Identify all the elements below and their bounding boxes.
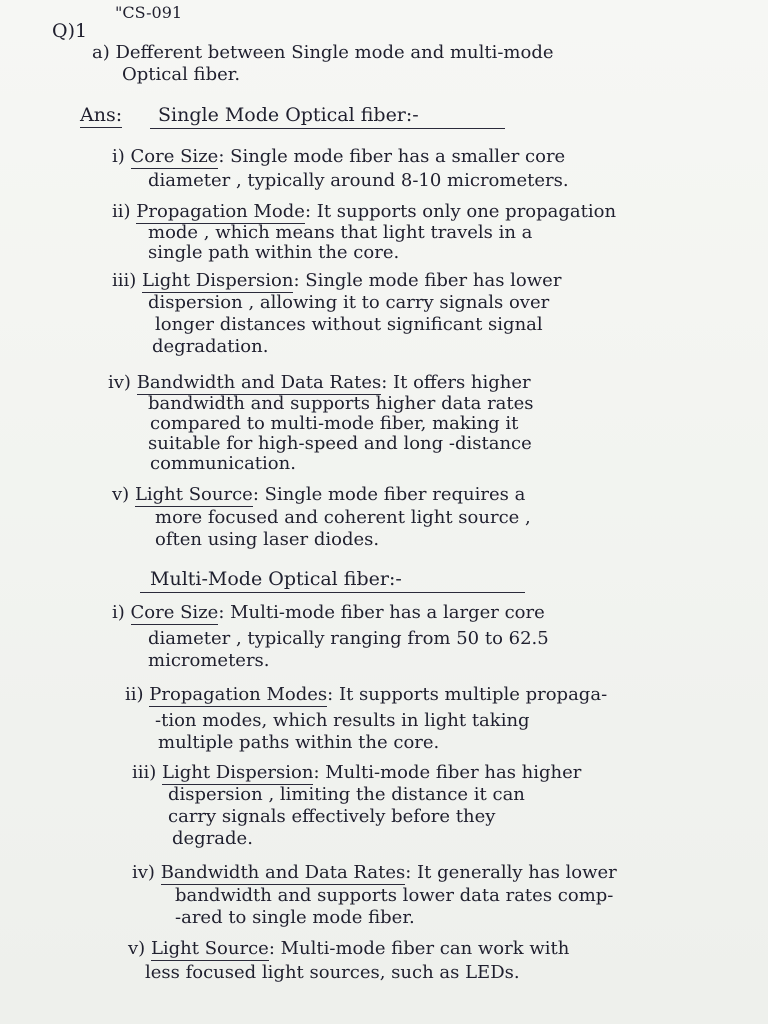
item-term: Core Size xyxy=(130,146,219,167)
mm-item-5-line-2: less focused light sources, such as LEDs. xyxy=(145,962,520,983)
item-text: : Multi-mode fiber has higher xyxy=(313,762,582,783)
sm-item-4 xyxy=(108,372,531,394)
sm-item-4-line-5: communication. xyxy=(150,453,296,474)
single-mode-heading: Single Mode Optical fiber:- xyxy=(158,104,419,126)
item-number: ii) xyxy=(125,684,144,705)
item-text: : It supports multiple propaga- xyxy=(327,684,608,705)
item-number: iii) xyxy=(132,762,157,783)
mm-item-1 xyxy=(112,602,545,624)
mm-item-2-line-3: multiple paths within the core. xyxy=(158,732,440,753)
heading-underline xyxy=(140,592,525,593)
item-term: Core Size xyxy=(130,602,219,623)
item-term: Propagation Modes xyxy=(149,684,328,705)
mm-item-2 xyxy=(125,684,607,706)
item-number: iv) xyxy=(108,372,131,393)
item-text: : Multi-mode fiber has a larger core xyxy=(218,602,545,623)
mm-item-3 xyxy=(132,762,581,784)
item-term: Propagation Mode xyxy=(136,201,305,222)
answer-prefix: Ans: xyxy=(80,104,123,126)
question-text-line-2: Optical fiber. xyxy=(122,64,241,85)
item-number: i) xyxy=(112,602,125,623)
sm-item-1 xyxy=(112,146,565,168)
item-text: : Single mode fiber has a smaller core xyxy=(218,146,566,167)
item-term: Bandwidth and Data Rates xyxy=(160,862,406,883)
sm-item-1-line-2: diameter , typically around 8-10 micrometers. xyxy=(148,170,569,191)
sm-item-5 xyxy=(112,484,525,506)
item-number: v) xyxy=(112,484,130,505)
sm-item-3 xyxy=(112,270,561,292)
item-text: : Single mode fiber has lower xyxy=(293,270,562,291)
item-term: Light Source xyxy=(134,484,253,505)
sm-item-2-line-3: single path within the core. xyxy=(148,242,400,263)
sm-item-4-line-2: bandwidth and supports higher data rates xyxy=(148,393,534,414)
mm-item-2-line-2: -tion modes, which results in light taking xyxy=(155,710,530,731)
heading-underline xyxy=(150,128,505,129)
mm-item-4-line-3: -ared to single mode fiber. xyxy=(175,907,415,928)
mm-item-4-line-2: bandwidth and supports lower data rates comp- xyxy=(175,885,614,906)
sm-item-5-line-2: more focused and coherent light source , xyxy=(155,507,531,528)
item-text: : It supports only one propagation xyxy=(304,201,617,222)
mm-item-3-line-2: dispersion , limiting the distance it can xyxy=(168,784,525,805)
sm-item-2 xyxy=(112,201,616,223)
sm-item-3-line-2: dispersion , allowing it to carry signals over xyxy=(148,292,550,313)
item-number: iii) xyxy=(112,270,137,291)
question-text-line-1: a) Defferent between Single mode and multi-mode xyxy=(92,42,554,63)
answer-label xyxy=(80,104,122,126)
mm-item-3-line-4: degrade. xyxy=(172,828,253,849)
sm-item-4-line-4: suitable for high-speed and long -distance xyxy=(148,433,532,454)
item-number: iv) xyxy=(132,862,155,883)
item-number: ii) xyxy=(112,201,131,222)
course-code: "CS-091 xyxy=(115,3,183,22)
item-number: i) xyxy=(112,146,125,167)
item-term: Bandwidth and Data Rates xyxy=(136,372,382,393)
item-term: Light Dispersion xyxy=(142,270,294,291)
item-term: Light Dispersion xyxy=(162,762,314,783)
sm-item-4-line-3: compared to multi-mode fiber, making it xyxy=(150,413,519,434)
sm-item-2-line-2: mode , which means that light travels in a xyxy=(148,222,533,243)
sm-item-5-line-3: often using laser diodes. xyxy=(155,529,380,550)
sm-item-3-line-4: degradation. xyxy=(152,336,269,357)
question-number: Q)1 xyxy=(52,20,88,42)
mm-item-5 xyxy=(128,938,569,960)
item-number: v) xyxy=(128,938,146,959)
multi-mode-heading: Multi-Mode Optical fiber:- xyxy=(150,568,402,590)
item-text: : It generally has lower xyxy=(405,862,617,883)
item-text: : Single mode fiber requires a xyxy=(252,484,526,505)
mm-item-3-line-3: carry signals effectively before they xyxy=(168,806,496,827)
sm-item-3-line-3: longer distances without significant signal xyxy=(155,314,543,335)
item-term: Light Source xyxy=(150,938,269,959)
mm-item-1-line-2: diameter , typically ranging from 50 to 62.5 xyxy=(148,628,549,649)
item-text: : It offers higher xyxy=(381,372,531,393)
item-text: : Multi-mode fiber can work with xyxy=(268,938,570,959)
mm-item-1-line-3: micrometers. xyxy=(148,650,270,671)
mm-item-4 xyxy=(132,862,617,884)
